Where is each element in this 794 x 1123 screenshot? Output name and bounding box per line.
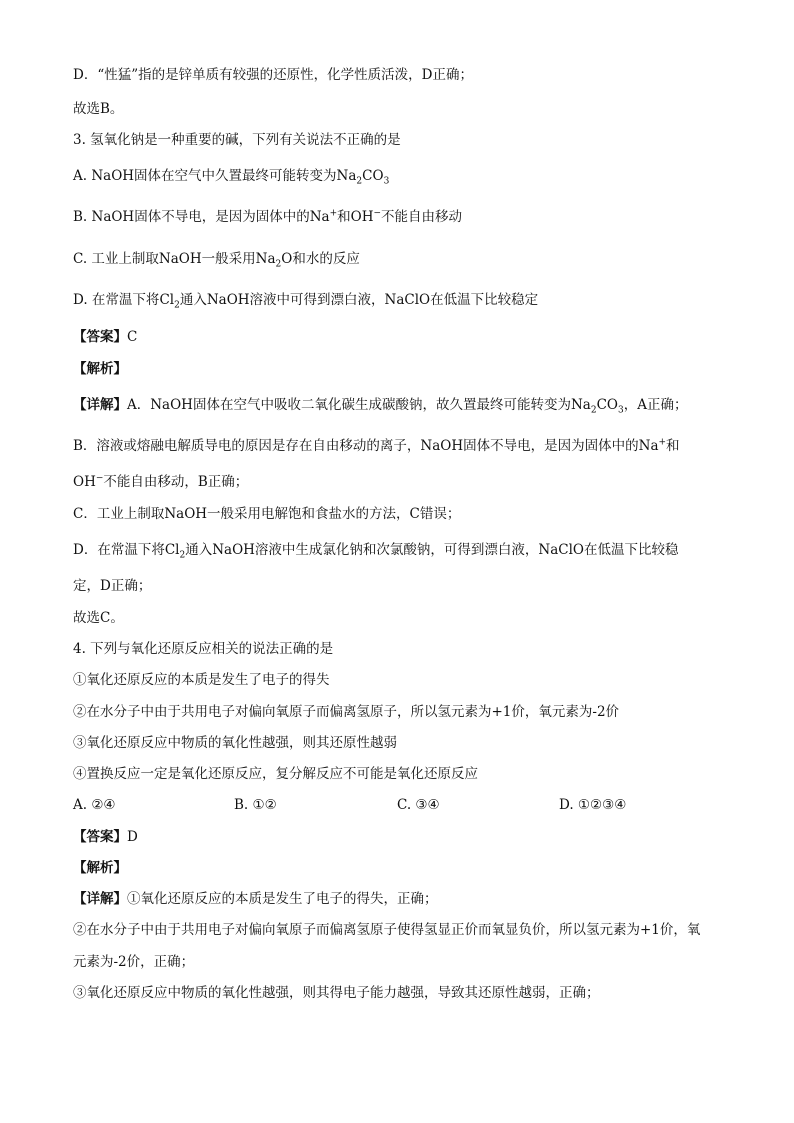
formula-na-ion: Na+: [309, 208, 338, 225]
question-4-statement-1: ①氧化还原反应的本质是发生了电子的得失: [73, 672, 330, 688]
question-4-option-b: B. ①②: [234, 797, 277, 813]
question-4-stem: 4. 下列与氧化还原反应相关的说法正确的是: [73, 641, 334, 657]
formula-na2co3: $Na_2CO_3$: [570, 397, 624, 416]
formula-na2co3: $Na_2CO_3$: [336, 168, 390, 187]
select-3: 故选C。: [73, 610, 124, 626]
analysis-tag: 【解析】: [73, 860, 127, 876]
detail-3-d-line1: D．在常温下将$Cl_2$通入NaOH溶液中生成氯化钠和次氯酸钠，可得到漂白液，NaClO在低温下比较稳: [73, 542, 679, 561]
formula-cl2: $Cl_2$: [159, 292, 180, 311]
detail-4-2-line2: 元素为-2价，正确；: [73, 954, 195, 970]
question-4-statement-2: ②在水分子中由于共用电子对偏向氧原子而偏离氢原子，所以氢元素为+1价，氧元素为-2价: [73, 704, 620, 720]
answer-value: C: [127, 329, 138, 345]
formula-cl2: $Cl_2$: [164, 542, 186, 561]
formula-oh-ion: OH−: [350, 208, 382, 225]
question-4-statement-3: ③氧化还原反应中物质的氧化性越强，则其还原性越弱: [73, 735, 397, 751]
question-4-option-d: D. ①②③④: [559, 797, 627, 813]
text-line: 故选B。: [73, 101, 124, 117]
formula-na-ion: Na+: [638, 437, 667, 454]
answer-tag: 【答案】: [73, 329, 127, 345]
detail-3-d-line2: 定，D正确；: [73, 578, 152, 594]
question-3-stem: 3. 氢氧化钠是一种重要的碱，下列有关说法不正确的是: [73, 132, 401, 148]
question-3-option-a: A. NaOH固体在空气中久置最终可能转变为$Na_2CO_3$: [73, 168, 390, 187]
answer-tag: 【答案】: [73, 829, 127, 845]
detail-tag: 【详解】: [73, 397, 127, 413]
detail-3-b-line1: B．溶液或熔融电解质导电的原因是存在自由移动的离子，NaOH固体不导电，是因为固体中的Na+和: [73, 437, 680, 454]
detail-4-3: ③氧化还原反应中物质的氧化性越强，则其得电子能力越强，导致其还原性越弱，正确；: [73, 985, 600, 1001]
question-3-option-b: B. NaOH固体不导电，是因为固体中的Na+和OH−不能自由移动: [73, 208, 463, 225]
text-line: D．“性猛”指的是锌单质有较强的还原性，化学性质活泼，D正确；: [73, 67, 473, 83]
formula-na2o: $Na_2O$: [255, 251, 293, 270]
question-3-option-c: C. 工业上制取NaOH一般采用$Na_2O$和水的反应: [73, 251, 360, 270]
formula-oh-ion: OH−: [73, 473, 104, 490]
answer-3: [73, 328, 137, 346]
question-4-statement-4: ④置换反应一定是氧化还原反应，复分解反应不可能是氧化还原反应: [73, 766, 478, 782]
detail-4-1: 【详解】①氧化还原反应的本质是发生了电子的得失，正确；: [73, 891, 438, 907]
detail-3-c: C．工业上制取NaOH一般采用电解饱和食盐水的方法，C错误；: [73, 506, 461, 522]
detail-3-a: 【详解】A．NaOH固体在空气中吸收二氧化碳生成碳酸钠，故久置最终可能转变为$Na_2CO_3$，A正确；: [73, 397, 688, 416]
detail-tag: 【详解】: [73, 891, 127, 907]
answer-value: D: [127, 829, 138, 845]
question-4-option-c: C. ③④: [397, 797, 440, 813]
question-3-option-d: D. 在常温下将$Cl_2$通入NaOH溶液中可得到漂白液，NaClO在低温下比较稳定: [73, 292, 539, 311]
question-4-option-a: A. ②④: [73, 797, 116, 813]
answer-4: [73, 828, 138, 846]
analysis-tag: 【解析】: [73, 361, 127, 377]
detail-4-2-line1: ②在水分子中由于共用电子对偏向氧原子而偏离氢原子使得氢显正价而氧显负价，所以氢元素为+1价，氧: [73, 922, 701, 938]
detail-3-b-line2: OH−不能自由移动，B正确；: [73, 473, 249, 490]
